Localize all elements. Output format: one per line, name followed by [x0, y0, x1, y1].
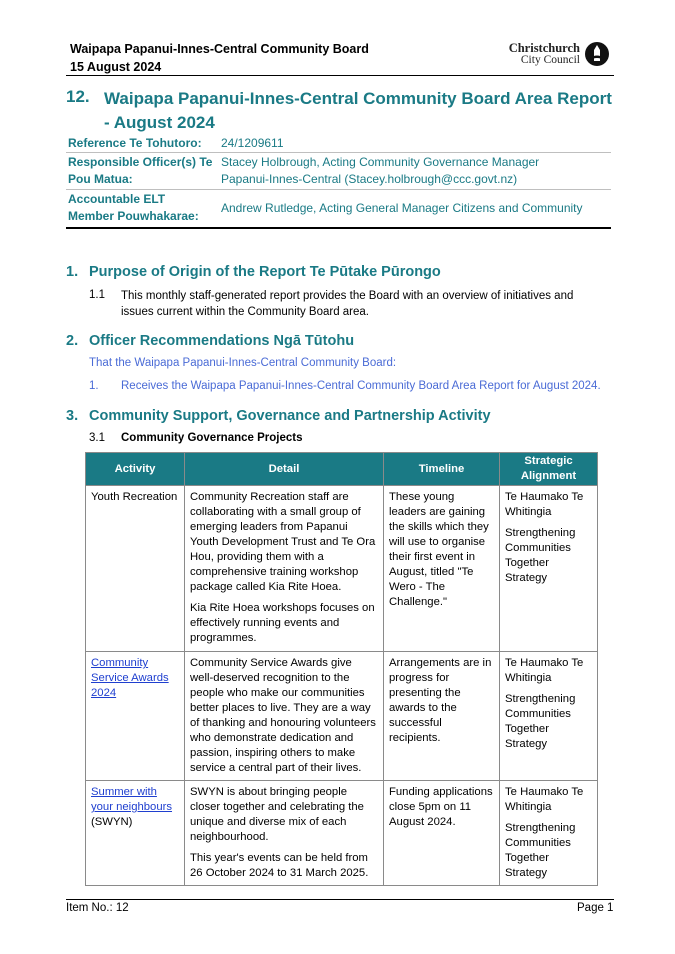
section-3-number: 3. — [66, 408, 79, 424]
summer-with-your-neighbours-link[interactable]: Summer with your neighbours — [91, 786, 173, 813]
column-header-strategic-alignment: Strategic Alignment — [500, 453, 598, 486]
table-row — [86, 781, 598, 886]
alignment-line: Strengthening Communities Together Strategy — [505, 527, 576, 584]
logo-line-2: City Council — [520, 54, 580, 66]
section-1-number: 1. — [66, 264, 79, 280]
community-service-awards-link[interactable]: Community Service Awards 2024 — [91, 657, 169, 699]
paragraph-1-1-number: 1.1 — [89, 289, 105, 301]
activity-suffix: (SWYN) — [91, 816, 133, 828]
activity-cell — [86, 781, 185, 886]
activity-text: Youth Recreation — [91, 491, 178, 503]
detail-cell — [185, 486, 384, 652]
footer-rule — [66, 899, 614, 900]
table-header-row — [86, 453, 598, 486]
column-header-timeline: Timeline — [384, 453, 500, 486]
timeline-cell — [384, 486, 500, 652]
detail-paragraph: SWYN is about bringing people closer together and celebrating the unique and diverse mix of each neighbourhood. — [190, 786, 364, 843]
alignment-line: Te Haumako Te Whitingia — [505, 786, 584, 813]
meta-bottom-rule — [66, 227, 611, 229]
table-row — [86, 486, 598, 652]
recommendation-text: Receives the Waipapa Papanui-Innes-Central Community Board Area Report for August 2024. — [121, 380, 601, 392]
activity-cell — [86, 652, 185, 781]
alignment-line: Te Haumako Te Whitingia — [505, 491, 584, 518]
section-2-title: Officer Recommendations Ngā Tūtohu — [89, 333, 355, 349]
alignment-line: Strengthening Communities Together Strategy — [505, 693, 576, 750]
officer-label-line-2: Pou Matua: — [68, 172, 133, 186]
meeting-date: 15 August 2024 — [70, 60, 162, 74]
officer-value-line-1: Stacey Holbrough, Acting Community Governance Manager — [221, 155, 540, 169]
detail-cell — [185, 652, 384, 781]
council-logo — [500, 41, 610, 71]
recommendation-number: 1. — [89, 380, 99, 392]
meta-divider — [66, 152, 611, 153]
footer-page-number: Page 1 — [577, 902, 614, 914]
subsection-3-1-number: 3.1 — [89, 432, 105, 444]
timeline-text: Funding applications close 5pm on 11 August 2024. — [389, 786, 493, 828]
alignment-cell — [500, 486, 598, 652]
timeline-text: These young leaders are gaining the skills which they will use to organise their first event in August, titled "Te Wero - The Challenge." — [389, 491, 489, 608]
activity-cell — [86, 486, 185, 652]
footer-item-number: Item No.: 12 — [66, 902, 129, 914]
reference-label: Reference Te Tohutoro: — [68, 136, 202, 150]
alignment-cell — [500, 781, 598, 886]
section-3-title: Community Support, Governance and Partnership Activity — [89, 408, 491, 424]
reference-value: 24/1209611 — [221, 136, 284, 150]
subsection-3-1-title: Community Governance Projects — [121, 432, 303, 444]
alignment-line: Strengthening Communities Together Strategy — [505, 822, 576, 879]
alignment-line: Te Haumako Te Whitingia — [505, 657, 584, 684]
timeline-text: Arrangements are in progress for presenting the awards to the successful recipients. — [389, 657, 492, 744]
column-header-activity: Activity — [86, 453, 185, 486]
officer-label-line-1: Responsible Officer(s) Te — [68, 155, 213, 169]
header-rule — [66, 75, 614, 76]
report-item-number: 12. — [66, 87, 90, 106]
timeline-cell — [384, 781, 500, 886]
elt-label-line-1: Accountable ELT — [68, 192, 166, 206]
governance-projects-table — [85, 452, 598, 886]
board-name: Waipapa Papanui-Innes-Central Community Board — [70, 42, 369, 56]
elt-value: Andrew Rutledge, Acting General Manager Citizens and Community — [221, 201, 583, 215]
alignment-cell — [500, 652, 598, 781]
detail-paragraph: This year's events can be held from 26 October 2024 to 31 March 2025. — [190, 852, 369, 879]
timeline-cell — [384, 652, 500, 781]
report-title: Waipapa Papanui-Innes-Central Community Board Area Report - August 2024 — [104, 89, 612, 132]
paragraph-1-1-line-1: This monthly staff-generated report provides the Board with an overview of initiatives and — [121, 290, 574, 302]
logo-line-1: Christchurch — [508, 41, 580, 55]
column-header-detail: Detail — [185, 453, 384, 486]
table-row — [86, 652, 598, 781]
recommendation-intro: That the Waipapa Papanui-Innes-Central Community Board: — [89, 357, 397, 369]
section-2-number: 2. — [66, 333, 79, 349]
officer-value-line-2: Papanui-Innes-Central (Stacey.holbrough@ccc.govt.nz) — [221, 172, 518, 186]
detail-paragraph: Community Recreation staff are collaborating with a small group of emerging leaders from Papanui Youth Development Trust and Te Ora Hou, providing them with a comprehensive training workshop package called Kia Rite Hoea. — [190, 491, 376, 593]
elt-label-line-2: Member Pouwhakarae: — [68, 209, 199, 223]
section-1-title: Purpose of Origin of the Report Te Pūtake Pūrongo — [89, 264, 441, 280]
detail-paragraph: Community Service Awards give well-deserved recognition to the people who make our communities better places to live. They are a way of thanking and honouring volunteers who demonstrate dedication and passion, inspiring others to make service a central part of their lives. — [190, 657, 376, 774]
meta-divider — [66, 189, 611, 190]
cathedral-icon — [584, 41, 610, 67]
detail-cell — [185, 781, 384, 886]
detail-paragraph: Kia Rite Hoea workshops focuses on effectively running events and programmes. — [190, 602, 375, 644]
paragraph-1-1-line-2: issues current within the Community Board area. — [121, 306, 369, 318]
